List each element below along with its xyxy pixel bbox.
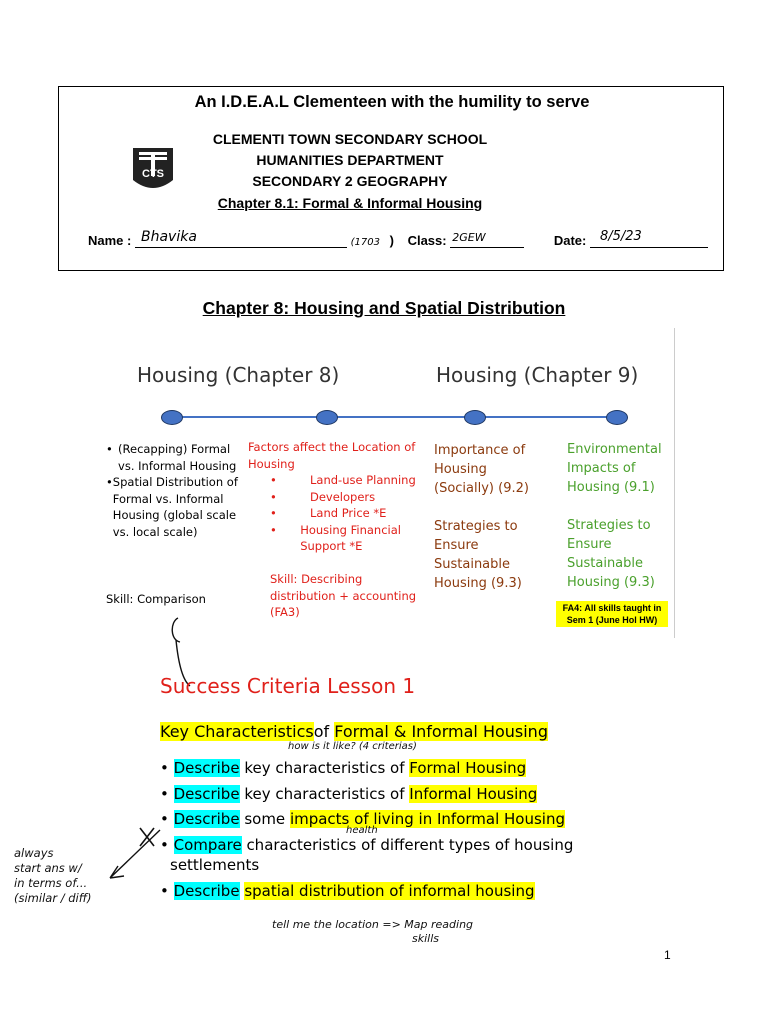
- criteria-item-4-cont: settlements: [170, 856, 260, 874]
- bottom-note: tell me the location => Map reading: [272, 918, 474, 931]
- col2-bullet-3: Land Price *E: [310, 506, 387, 520]
- key-of: of: [313, 722, 335, 741]
- department-name: HUMANITIES DEPARTMENT: [256, 152, 444, 168]
- criteria-hl-3: impacts of living in Informal Housing: [289, 810, 565, 828]
- criteria-item-4: • Compare characteristics of different types of housing: [160, 836, 574, 854]
- school-motto: An I.D.E.A.L Clementeen with the humility to serve: [194, 93, 590, 111]
- key-suffix: Formal & Informal Housing: [334, 722, 548, 741]
- index-value[interactable]: (1703: [350, 237, 380, 248]
- col2: Factors affect the Location of Housing • Land-use Planning • Developers • Land Price *E • Housing Financial Support *E: [248, 439, 426, 555]
- how-note: how is it like? (4 criterias): [288, 741, 417, 752]
- date-value[interactable]: 8/5/23: [599, 229, 642, 244]
- col1-bullet-1: (Recapping) Formal vs. Informal Housing: [118, 442, 237, 473]
- class-label: Class:: [407, 233, 447, 248]
- page-number: 1: [664, 948, 671, 962]
- timeline-dot-3: [464, 410, 486, 425]
- criteria-item-2: • Describe key characteristics of Informal Housing: [160, 785, 538, 803]
- success-criteria-title: Success Criteria Lesson 1: [160, 674, 416, 698]
- criteria-verb-4: Compare: [173, 836, 242, 854]
- col2-skill: Skill: Describing distribution + accounting (FA3): [270, 572, 417, 619]
- school-name: CLEMENTI TOWN SECONDARY SCHOOL: [212, 131, 488, 147]
- col2-title: Factors affect the Location of Housing: [248, 440, 416, 471]
- criteria-verb-5: Describe: [173, 882, 240, 900]
- side-note-line-3: in terms of...: [14, 876, 88, 890]
- worksheet-title: Chapter 8.1: Formal & Informal Housing: [217, 195, 483, 211]
- criteria-item-1: • Describe key characteristics of Formal Housing: [160, 759, 527, 777]
- bottom-note-2: skills: [412, 932, 440, 945]
- logo-text: CTS: [142, 168, 164, 180]
- side-note-line-4: (similar / diff): [14, 891, 92, 905]
- health-note: health: [346, 825, 378, 836]
- criteria-mid-3: some: [239, 810, 290, 828]
- criteria-hl-5: spatial distribution of informal housing: [244, 882, 535, 900]
- slide-edge: [674, 328, 675, 638]
- col2-bullet-1: Land-use Planning: [310, 473, 416, 487]
- name-value[interactable]: Bhavika: [140, 229, 197, 245]
- timeline-dot-2: [316, 410, 338, 425]
- fa4-note: FA4: All skills taught in Sem 1 (June Hol HW): [556, 601, 668, 627]
- col1-skill: Skill: Comparison: [106, 592, 206, 606]
- key-characteristics-line: [160, 723, 548, 741]
- criteria-item-5: • Describe spatial distribution of informal housing: [160, 882, 535, 900]
- name-row: Name : Bhavika (1703 ) Class: 2GEW Date: 8/5/23: [88, 233, 708, 248]
- col2-bullet-4: Housing Financial Support *E: [300, 522, 401, 553]
- timeline-dot-4: [606, 410, 628, 425]
- col1-bullet-2: Spatial Distribution of Formal vs. Informal Housing (global scale vs. local scale): [112, 475, 238, 539]
- criteria-item-3: • Describe some impacts of living in Informal Housing: [160, 810, 565, 828]
- subject-name: SECONDARY 2 GEOGRAPHY: [252, 173, 448, 189]
- criteria-verb-3: Describe: [173, 810, 240, 828]
- timeline-dot-1: [161, 410, 183, 425]
- criteria-mid-1: key characteristics of: [239, 759, 410, 777]
- chapter9-heading: Housing (Chapter 9): [436, 363, 639, 387]
- side-note-line-2: start ans w/: [14, 861, 82, 875]
- side-note: [14, 846, 92, 906]
- col4-bottom: Strategies to Ensure Sustainable Housing (9.3): [567, 518, 655, 590]
- col4-top: Environmental Impacts of Housing (9.1): [567, 442, 662, 495]
- date-label: Date:: [553, 233, 587, 248]
- chapter8-heading: Housing (Chapter 8): [137, 363, 340, 387]
- criteria-mid-2: key characteristics of: [239, 785, 410, 803]
- side-note-line-1: always: [14, 846, 54, 860]
- criteria-verb-2: Describe: [173, 785, 240, 803]
- class-value[interactable]: 2GEW: [452, 231, 486, 244]
- col3-bottom: Strategies to Ensure Sustainable Housing (9.3): [434, 519, 522, 591]
- timeline-line: [172, 416, 618, 418]
- criteria-mid-4: characteristics of different types of housing: [241, 836, 574, 854]
- criteria-hl-2: Informal Housing: [409, 785, 538, 803]
- col3-top: Importance of Housing (Socially) (9.2): [434, 443, 529, 496]
- criteria-verb-1: Describe: [173, 759, 240, 777]
- criteria-hl-1: Formal Housing: [409, 759, 527, 777]
- name-label: Name :: [88, 233, 132, 248]
- chapter-title: Chapter 8: Housing and Spatial Distribution: [202, 298, 566, 318]
- key-prefix: Key Characteristics: [160, 722, 314, 741]
- col1: • (Recapping) Formal vs. Informal Housing • Spatial Distribution of Formal vs. Informal Housing (global scale vs. local scale): [106, 441, 246, 540]
- col2-bullet-2: Developers: [310, 489, 376, 504]
